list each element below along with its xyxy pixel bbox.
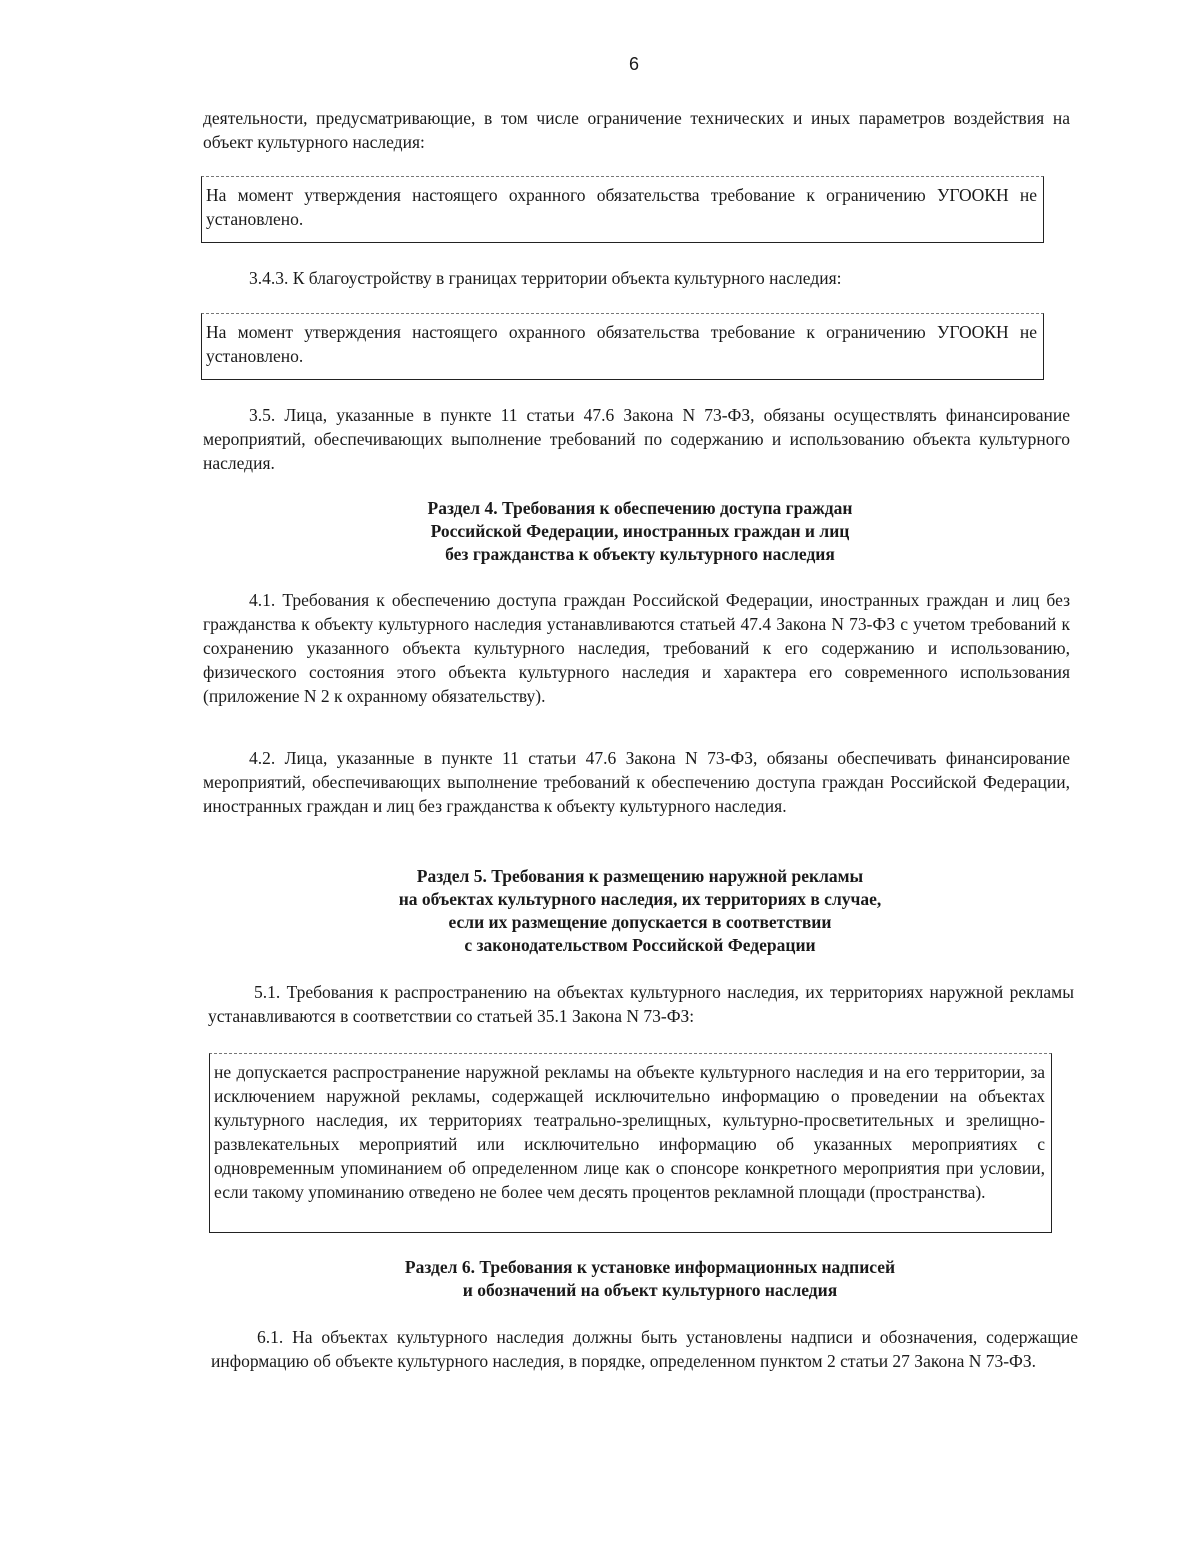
section-4-title-line: Российской Федерации, иностранных граждан и лиц xyxy=(430,521,850,541)
restriction-box-1-text: На момент утверждения настоящего охранного обязательства требование к ограничению УГООКН не установлено. xyxy=(206,185,1037,229)
intro-paragraph-text: деятельности, предусматривающие, в том числе ограничение технических и иных параметров воздействия на объект культурного наследия: xyxy=(203,108,1070,152)
item-3-5-text: 3.5. Лица, указанные в пункте 11 статьи 47.6 Закона N 73-ФЗ, обязаны осуществлять финансирование мероприятий, обеспечивающих выполнение требований по содержанию и использованию объекта культурного наследия. xyxy=(203,405,1070,473)
section-4-title-line: Раздел 4. Требования к обеспечению доступа граждан xyxy=(427,498,853,518)
section-5-heading xyxy=(210,865,1070,957)
item-4-2 xyxy=(203,746,1070,818)
item-5-1-text: 5.1. Требования к распространению на объектах культурного наследия, их территориях наружной рекламы устанавливаются в соответствии со статьей 35.1 Закона N 73-ФЗ: xyxy=(208,982,1074,1026)
item-3-5 xyxy=(203,403,1070,475)
section-5-title-line: с законодательством Российской Федерации xyxy=(464,935,816,955)
restriction-box-2-text: На момент утверждения настоящего охранного обязательства требование к ограничению УГООКН не установлено. xyxy=(206,322,1037,366)
section-5-title-line: Раздел 5. Требования к размещению наружной рекламы xyxy=(416,866,864,886)
advertising-restriction-box xyxy=(209,1053,1052,1233)
section-6-title-line: и обозначений на объект культурного наследия xyxy=(462,1280,838,1300)
restriction-box-1 xyxy=(201,176,1044,243)
item-6-1-text: 6.1. На объектах культурного наследия должны быть установлены надписи и обозначения, содержащие информацию об объекте культурного наследия, в порядке, определенном пунктом 2 статьи 27 Закона N 73-ФЗ. xyxy=(211,1327,1078,1371)
item-3-4-3 xyxy=(203,266,1070,290)
item-5-1 xyxy=(208,980,1074,1028)
item-6-1 xyxy=(211,1325,1078,1373)
item-4-1 xyxy=(203,588,1070,708)
page-number: 6 xyxy=(628,54,639,74)
section-6-heading xyxy=(220,1256,1080,1302)
advertising-restriction-text: не допускается распространение наружной рекламы на объекте культурного наследия и на его территории, за исключением наружной рекламы, содержащей исключительно информацию о проведении на объектах культурного наследия, их территориях театрально-зрелищных, культурно-просветительных и зрелищно-развлекательных мероприятий или исключительно информацию об указанных мероприятиях с одновременным упоминанием об определенном лице как о спонсоре конкретного мероприятия при условии, если такому упоминанию отведено не более чем десять процентов рекламной площади (пространства). xyxy=(214,1062,1045,1202)
restriction-box-2 xyxy=(201,313,1044,380)
section-4-heading xyxy=(210,497,1070,566)
section-6-title-line: Раздел 6. Требования к установке информационных надписей xyxy=(404,1257,896,1277)
item-4-1-text: 4.1. Требования к обеспечению доступа граждан Российской Федерации, иностранных граждан и лиц без гражданства к объекту культурного наследия устанавливаются статьей 47.4 Закона N 73-ФЗ с учетом требований к сохранению указанного объекта культурного наследия, требований к его содержанию и использованию, физического состояния этого объекта культурного наследия и характера его современного использования (приложение N 2 к охранному обязательству). xyxy=(203,590,1070,706)
intro-paragraph xyxy=(203,106,1070,154)
section-4-title-line: без гражданства к объекту культурного наследия xyxy=(445,544,835,564)
section-5-title-line: на объектах культурного наследия, их территориях в случае, xyxy=(398,889,882,909)
item-4-2-text: 4.2. Лица, указанные в пункте 11 статьи 47.6 Закона N 73-ФЗ, обязаны обеспечивать финансирование мероприятий, обеспечивающих выполнение требований к обеспечению доступа граждан Российской Федерации, иностранных граждан и лиц без гражданства к объекту культурного наследия. xyxy=(203,748,1070,816)
section-5-title-line: если их размещение допускается в соответствии xyxy=(448,912,832,932)
item-3-4-3-text: 3.4.3. К благоустройству в границах территории объекта культурного наследия: xyxy=(249,268,842,288)
